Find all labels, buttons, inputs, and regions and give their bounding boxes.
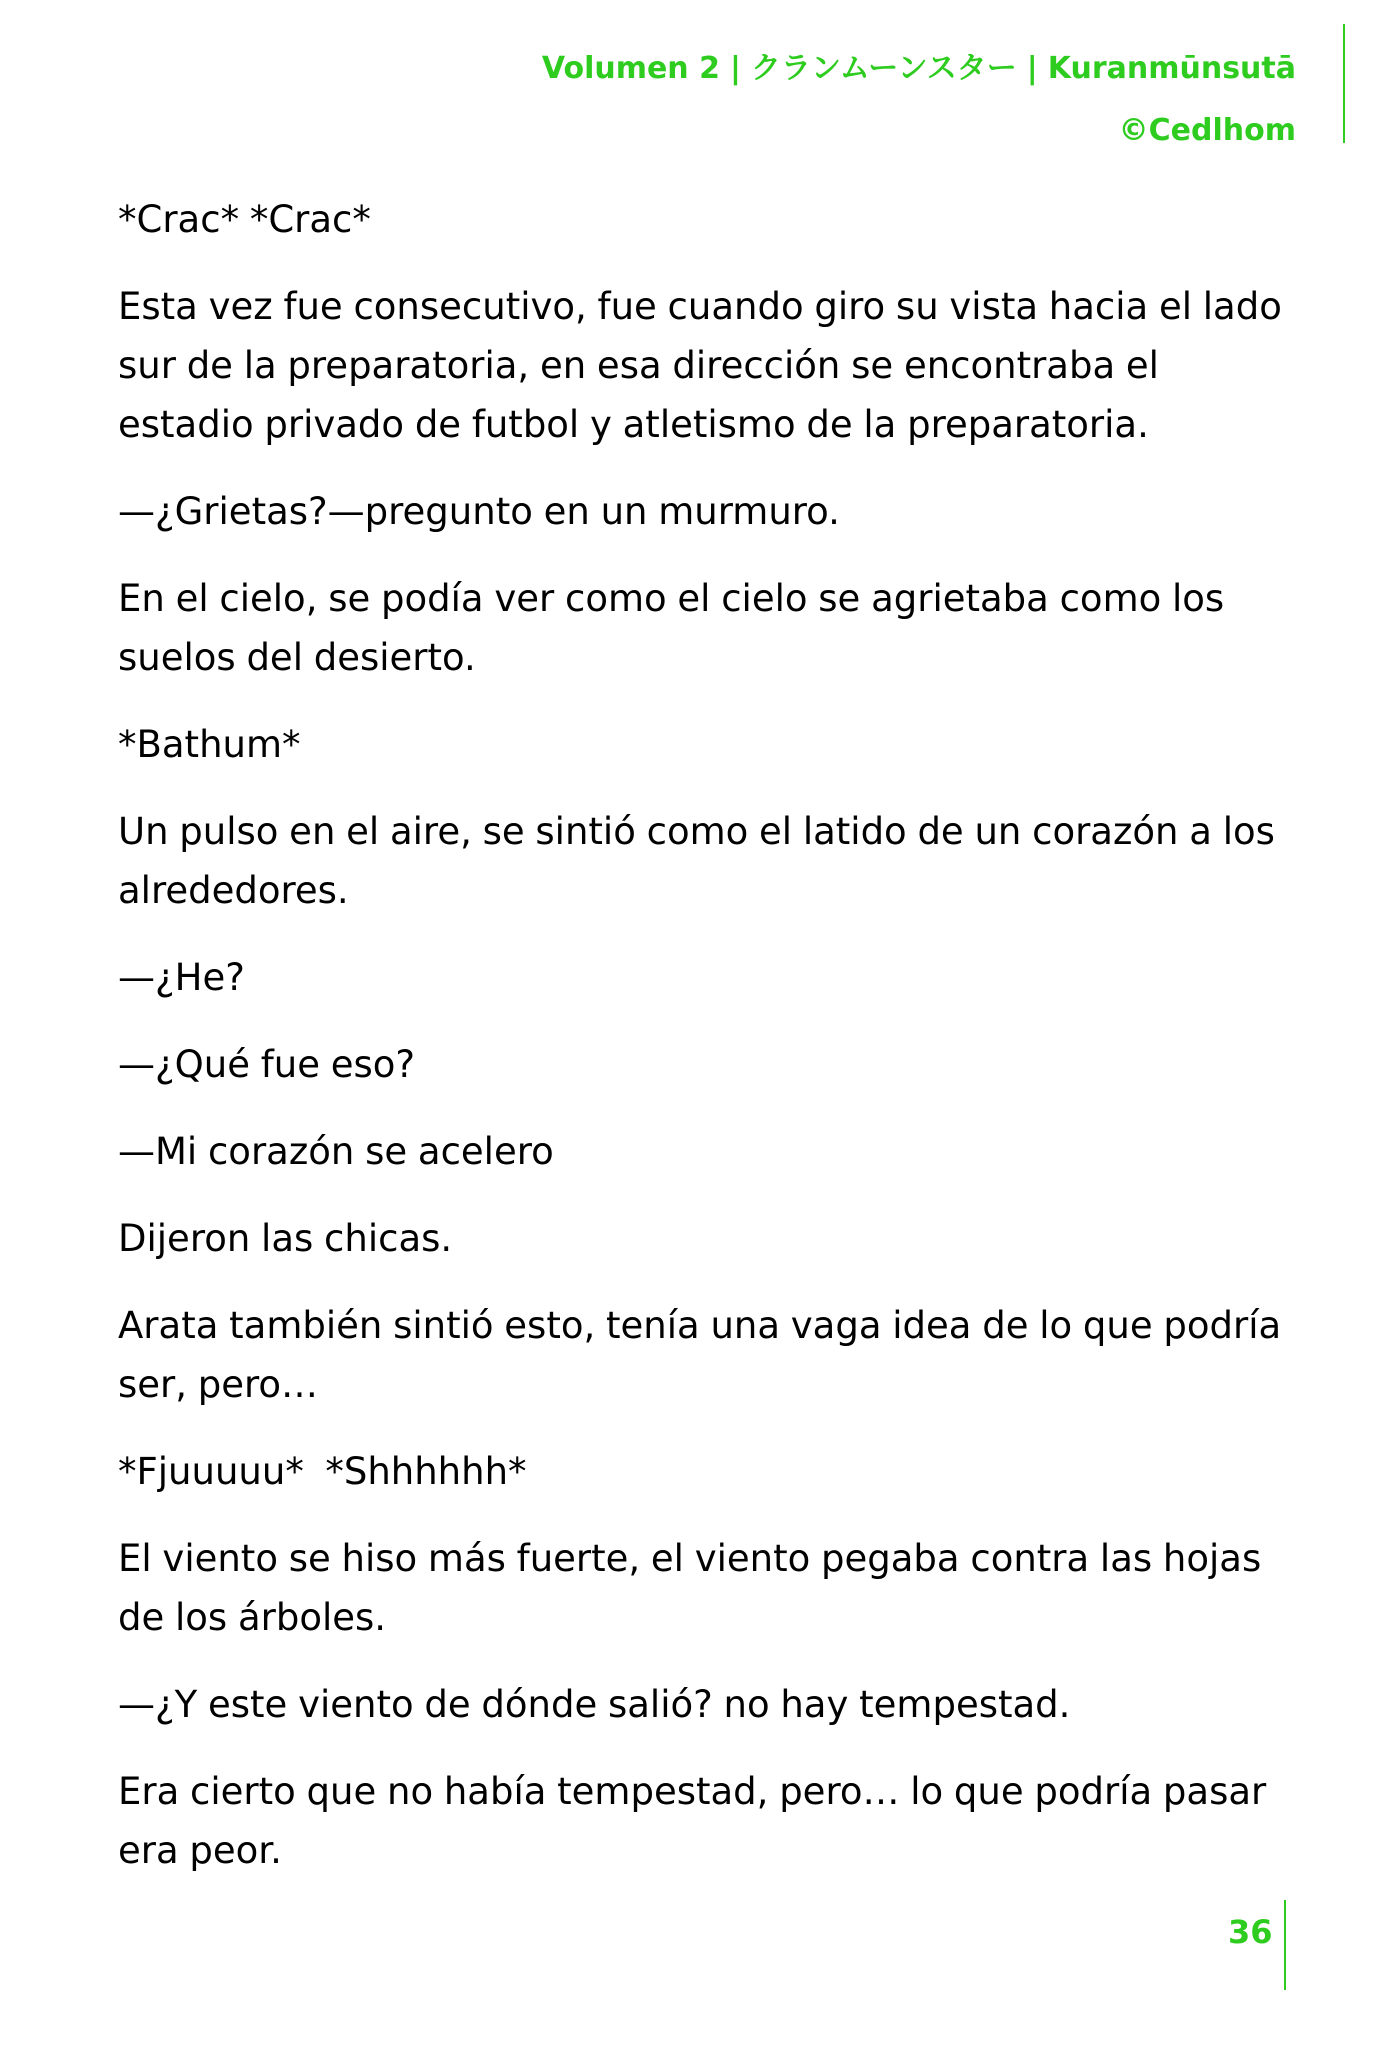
- footer-vertical-rule: [1284, 1900, 1286, 1990]
- paragraph: Esta vez fue consecutivo, fue cuando giro su vista hacia el lado sur de la preparatoria, en esa dirección se encontraba el estadio privado de futbol y atletismo de la preparatoria.: [118, 285, 1282, 446]
- paragraph: —¿Grietas?—pregunto en un murmuro.: [118, 490, 840, 533]
- page-number: 36: [1228, 1913, 1273, 1951]
- paragraph: —¿Y este viento de dónde salió? no hay tempestad.: [118, 1683, 1071, 1726]
- header-title-jp: クランムーンスター: [750, 51, 1017, 86]
- paragraph: —¿He?: [118, 956, 245, 999]
- header-copyright: ©Cedlhom: [1118, 113, 1296, 148]
- paragraph: Era cierto que no había tempestad, pero… lo que podría pasar era peor.: [118, 1770, 1267, 1872]
- paragraph: —¿Qué fue eso?: [118, 1043, 416, 1086]
- header-vertical-rule: [1343, 24, 1345, 143]
- paragraph: El viento se hiso más fuerte, el viento pegaba contra las hojas de los árboles.: [118, 1537, 1262, 1639]
- page-header: [542, 38, 1296, 162]
- page-body: [118, 190, 1293, 1908]
- paragraph: *Bathum*: [118, 723, 301, 766]
- paragraph: Dijeron las chicas.: [118, 1217, 453, 1260]
- header-title-romaji: Kuranmūnsutā: [1047, 51, 1296, 86]
- paragraph: Arata también sintió esto, tenía una vaga idea de lo que podría ser, pero…: [118, 1304, 1282, 1406]
- header-volume: Volumen 2: [541, 51, 720, 86]
- header-title-line: [542, 38, 1296, 100]
- paragraph: *Crac* *Crac*: [118, 198, 371, 241]
- paragraph: *Fjuuuuu* *Shhhhhh*: [118, 1450, 527, 1493]
- paragraph: Un pulso en el aire, se sintió como el latido de un corazón a los alrededores.: [118, 810, 1275, 912]
- header-separator: |: [730, 51, 741, 86]
- paragraph: —Mi corazón se acelero: [118, 1130, 554, 1173]
- paragraph: En el cielo, se podía ver como el cielo se agrietaba como los suelos del desierto.: [118, 577, 1225, 679]
- header-separator: |: [1026, 51, 1038, 86]
